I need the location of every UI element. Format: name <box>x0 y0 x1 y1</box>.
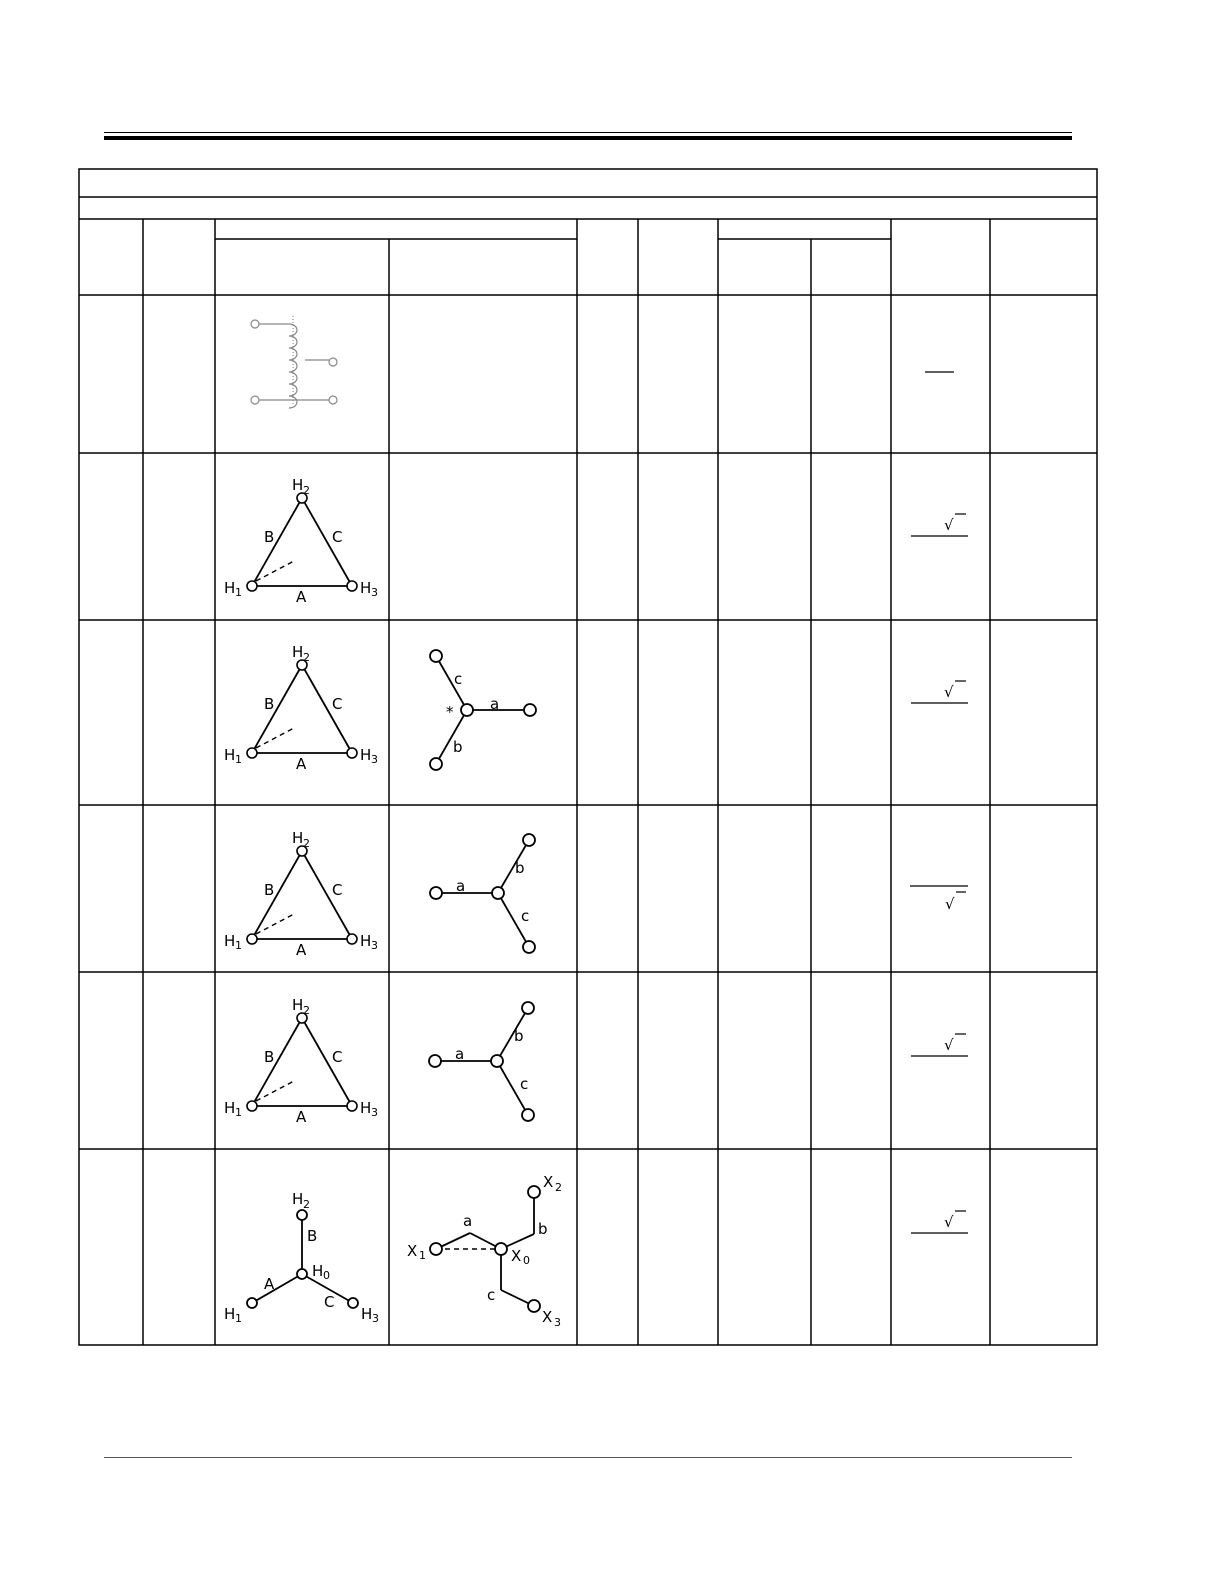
svg-text:a: a <box>455 1045 465 1063</box>
delta-primary-diagram-row3 <box>224 643 378 773</box>
delta-side-b: B <box>264 528 275 546</box>
wye-primary-diagram-row6 <box>247 1210 358 1308</box>
wye-label-c: c <box>454 670 463 688</box>
delta-primary-diagram-row4 <box>224 829 378 959</box>
svg-text:H: H <box>360 1099 372 1117</box>
zigzag-secondary-diagram-row6 <box>430 1186 540 1312</box>
wye-label-a: a <box>490 695 500 713</box>
svg-text:X: X <box>407 1242 418 1260</box>
svg-text:b: b <box>514 1027 524 1045</box>
svg-text:X: X <box>543 1173 554 1191</box>
svg-text:c: c <box>521 907 530 925</box>
svg-text:1: 1 <box>235 753 242 766</box>
single-phase-winding-diagram <box>251 316 337 408</box>
wye-secondary-diagram-row4 <box>430 834 535 953</box>
delta-side-c: C <box>332 528 343 546</box>
svg-text:√: √ <box>944 1213 954 1231</box>
svg-text:H: H <box>224 1305 236 1323</box>
svg-text:B: B <box>264 695 275 713</box>
svg-text:1: 1 <box>235 939 242 952</box>
delta-top-sub: 2 <box>303 484 310 497</box>
svg-text:H: H <box>292 829 304 847</box>
sqrt-fraction-row5 <box>911 1034 968 1056</box>
svg-text:1: 1 <box>419 1249 426 1262</box>
svg-text:A: A <box>296 941 307 959</box>
svg-text:3: 3 <box>554 1316 561 1329</box>
svg-text:C: C <box>324 1293 335 1311</box>
svg-text:B: B <box>264 1048 275 1066</box>
delta-left-sub: 1 <box>235 586 242 599</box>
svg-text:2: 2 <box>555 1181 562 1194</box>
svg-text:a: a <box>463 1212 473 1230</box>
svg-text:2: 2 <box>303 651 310 664</box>
svg-text:b: b <box>515 859 525 877</box>
svg-text:3: 3 <box>371 939 378 952</box>
delta-primary-diagram-row2 <box>224 476 378 606</box>
delta-primary-diagram-row5 <box>224 996 378 1126</box>
svg-text:X: X <box>542 1308 553 1326</box>
svg-text:0: 0 <box>323 1269 330 1282</box>
svg-text:√: √ <box>944 1036 954 1054</box>
svg-text:√: √ <box>944 683 954 701</box>
delta-top-label: H <box>292 476 304 494</box>
svg-text:A: A <box>264 1275 275 1293</box>
sqrt-fraction-row2 <box>911 514 968 536</box>
svg-text:c: c <box>487 1286 496 1304</box>
svg-text:2: 2 <box>303 1198 310 1211</box>
svg-text:2: 2 <box>303 1004 310 1017</box>
svg-text:b: b <box>538 1220 548 1238</box>
svg-text:3: 3 <box>371 753 378 766</box>
delta-right-sub: 3 <box>371 586 378 599</box>
svg-text:A: A <box>296 1108 307 1126</box>
svg-text:H: H <box>312 1262 324 1280</box>
svg-text:H: H <box>292 1190 304 1208</box>
sqrt-fraction-row3 <box>911 681 968 703</box>
svg-text:C: C <box>332 881 343 899</box>
svg-text:√: √ <box>944 516 954 534</box>
svg-text:a: a <box>456 877 466 895</box>
svg-text:B: B <box>264 881 275 899</box>
svg-text:1: 1 <box>235 1106 242 1119</box>
svg-text:H: H <box>292 996 304 1014</box>
wye-marker: * <box>446 703 454 721</box>
svg-text:B: B <box>307 1227 318 1245</box>
svg-text:3: 3 <box>372 1312 379 1325</box>
svg-text:0: 0 <box>523 1254 530 1267</box>
delta-side-a: A <box>296 588 307 606</box>
svg-text:2: 2 <box>303 837 310 850</box>
svg-text:H: H <box>224 746 236 764</box>
svg-text:√: √ <box>945 895 955 913</box>
inverse-sqrt-fraction-row4 <box>910 886 968 913</box>
svg-text:A: A <box>296 755 307 773</box>
svg-text:H: H <box>224 1099 236 1117</box>
wye-secondary-diagram-row5 <box>429 1002 534 1121</box>
svg-text:3: 3 <box>371 1106 378 1119</box>
svg-text:H: H <box>360 746 372 764</box>
wye-label-b: b <box>453 738 463 756</box>
delta-right-label: H <box>360 579 372 597</box>
sqrt-fraction-row6 <box>911 1211 968 1233</box>
svg-text:H: H <box>224 932 236 950</box>
svg-text:1: 1 <box>235 1312 242 1325</box>
svg-text:H: H <box>361 1305 373 1323</box>
svg-text:X: X <box>511 1247 522 1265</box>
delta-left-label: H <box>224 579 236 597</box>
svg-text:C: C <box>332 1048 343 1066</box>
svg-text:c: c <box>520 1075 529 1093</box>
svg-text:H: H <box>360 932 372 950</box>
svg-text:H: H <box>292 643 304 661</box>
svg-text:C: C <box>332 695 343 713</box>
